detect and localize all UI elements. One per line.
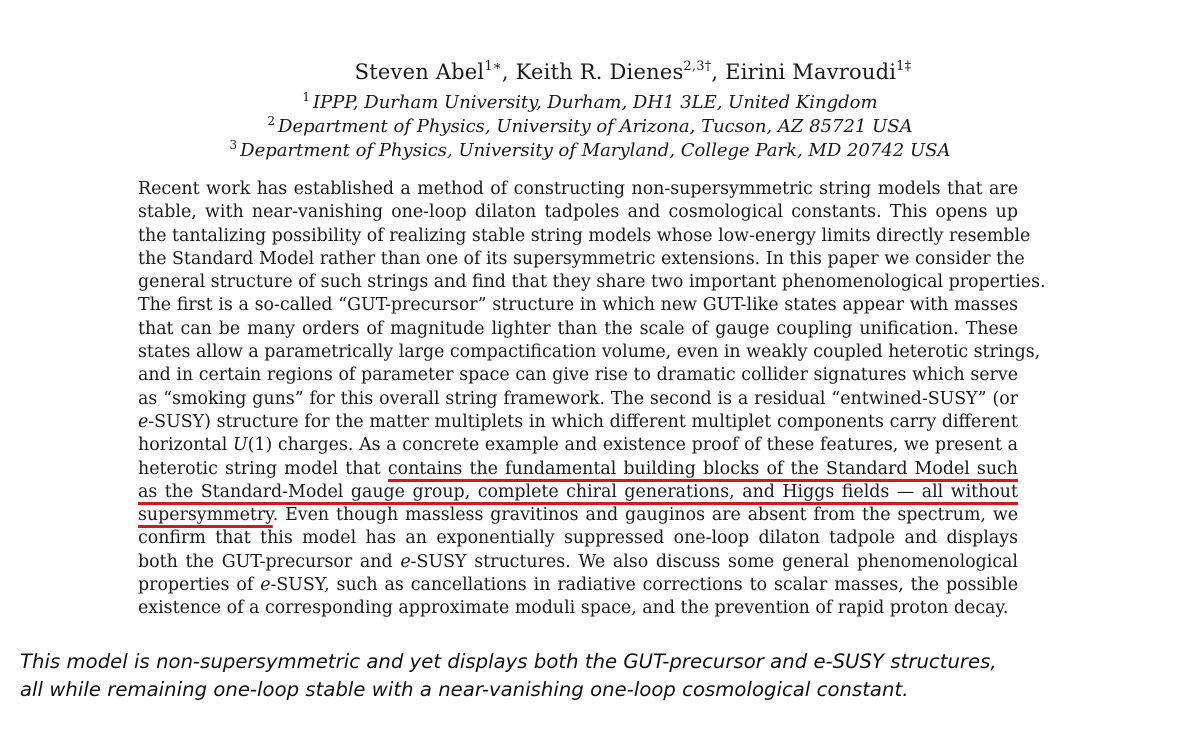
abstract-line: existence of a corresponding approximate moduli space, and the prevention of rapid proton decay. [138,598,1009,619]
author-name: Steven Abel [354,60,485,84]
highlighted-text: as the Standard-Model gauge group, complete chiral generations, and Higgs fields — all without [138,481,1018,502]
affiliation-number: 1 [302,90,311,104]
abstract-text: (1) charges. As a concrete example and existence proof of these features, we present a [247,435,1018,456]
abstract-line: confirm that this model has an exponentially suppressed one-loop dilaton tadpole and displays [138,528,1018,549]
abstract-line: the Standard Model rather than one of its supersymmetric extensions. In this paper we consider the [138,248,1025,269]
abstract-line: the tantalizing possibility of realizing stable string models whose low-energy limits directly resemble [138,225,1031,246]
highlighted-text: contains the fundamental building blocks of the Standard Model such [387,458,1018,479]
abstract-line: states allow a parametrically large compactification volume, even in weakly coupled heterotic strings, [138,342,1041,363]
abstract-text: -SUSY) structure for the matter multiplets in which different multiplet components carry different [148,411,1018,432]
abstract-line: general structure of such strings and find that they share two important phenomenological properties. [138,272,1046,293]
author-name: Keith R. Dienes [515,60,684,84]
abstract-line [138,481,1018,504]
abstract-text: -SUSY, such as cancellations in radiative corrections to scalar masses, the possible [270,575,1018,596]
abstract-text: heterotic string model that [138,458,388,479]
math-symbol: e [400,551,411,572]
abstract-line [138,458,1018,481]
abstract-line [138,551,1018,574]
caption-line: all while remaining one-loop stable with a near-vanishing one-loop cosmological constant. [20,678,909,701]
abstract-text: . Even though massless gravitinos and gauginos are absent from the spectrum, we [272,505,1018,526]
affiliation-text: IPPP, Durham University, Durham, DH1 3LE, United Kingdom [313,92,878,113]
abstract-line [138,411,1018,434]
author-affiliation-marks: 1‡ [896,59,912,74]
abstract-text: horizontal [138,435,233,456]
author-affiliation-marks: 2,3† [683,59,712,74]
math-symbol: e [138,411,149,432]
abstract-text: both the GUT-precursor and [138,551,401,572]
affiliation-number: 2 [267,114,276,128]
math-symbol: e [260,575,271,596]
highlighted-text: supersymmetry [138,505,273,526]
abstract-line: as “smoking guns” for this overall string framework. The second is a residual “entwined-SUSY” (or [138,388,1018,409]
abstract-line [138,504,1018,527]
affiliation-list [0,85,1180,161]
caption-line: This model is non-supersymmetric and yet displays both the GUT-precursor and e-SUSY structures, [20,650,997,673]
affiliation-text: Department of Physics, University of Arizona, Tucson, AZ 85721 USA [278,116,913,137]
abstract-line [138,574,1018,597]
abstract [138,178,1046,621]
affiliation-number: 3 [229,138,238,152]
affiliation [0,133,1180,161]
abstract-line [138,434,1018,457]
caption [20,648,1190,704]
affiliation [0,109,1180,137]
abstract-line: The first is a so-called “GUT-precursor” structure in which new GUT-like states appear with masses [138,295,1018,316]
abstract-line: stable, with near-vanishing one-loop dilaton tadpoles and cosmological constants. This opens up [138,202,1018,223]
abstract-line: Recent work has established a method of constructing non-supersymmetric string models that are [138,179,1018,199]
affiliation-text: Department of Physics, University of Maryland, College Park, MD 20742 USA [240,140,951,161]
abstract-text: -SUSY structures. We also discuss some general phenomenological [410,551,1018,572]
affiliation [0,85,1180,113]
author-affiliation-marks: 1∗ [484,59,502,74]
abstract-text: properties of [138,575,261,596]
abstract-line: that can be many orders of magnitude lighter than the scale of gauge coupling unification. These [138,318,1018,339]
author-name: Eirini Mavroudi [725,60,897,84]
math-symbol: U [232,435,248,456]
author-line: Steven Abel$^{1∗}$, Keith R. Dienes$^{2,3\dagger}$, Eirini Mavroudi$^{1\ddagger}$ [354,59,912,84]
abstract-line: and in certain regions of parameter space can give rise to dramatic collider signatures which serve [138,365,1018,386]
